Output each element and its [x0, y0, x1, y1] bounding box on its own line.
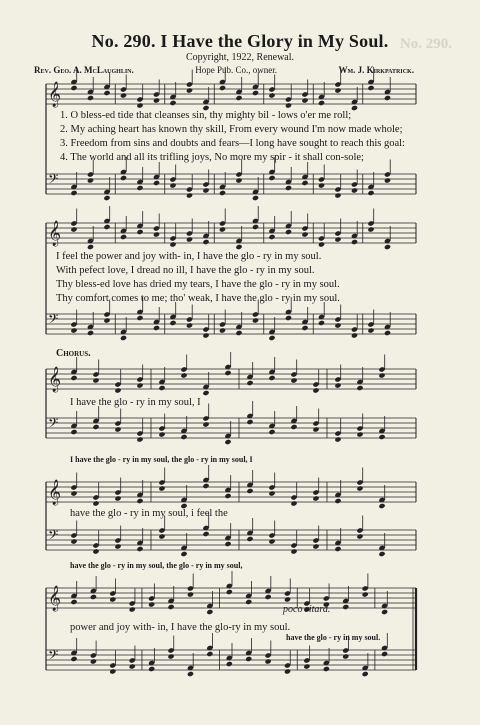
note-head	[206, 651, 213, 657]
note-head	[219, 226, 226, 232]
note-head	[114, 495, 121, 501]
note-head	[120, 175, 127, 181]
note-head	[334, 498, 341, 504]
note-head	[284, 668, 291, 674]
note-head	[378, 372, 385, 378]
note-head	[153, 325, 160, 331]
note-head	[356, 485, 363, 491]
note-head	[318, 100, 325, 106]
note-head	[301, 180, 308, 186]
note-head	[312, 387, 319, 393]
note-head	[224, 541, 231, 547]
note-head	[109, 668, 116, 674]
note-head	[90, 658, 97, 664]
note-head	[246, 380, 253, 386]
treble-clef-icon: 𝄞	[48, 480, 62, 505]
chorus-label: Chorus.	[56, 348, 91, 359]
note-head	[285, 185, 292, 191]
note-head	[235, 177, 242, 183]
note-head	[290, 424, 297, 430]
note-head	[70, 226, 77, 232]
note-head	[265, 658, 272, 664]
note-head	[186, 192, 193, 198]
note-head	[129, 606, 136, 612]
poco-ritard-direction: poco ritard.	[283, 604, 331, 615]
note-head	[92, 500, 99, 506]
treble-clef-icon: 𝄞	[48, 367, 62, 392]
note-head	[136, 382, 143, 388]
treble-clef-icon: 𝄞	[48, 221, 62, 246]
chorus-line-3-bass: have the glo - ry in my soul.	[286, 633, 381, 642]
note-head	[70, 429, 77, 435]
note-head	[153, 180, 160, 186]
note-head	[235, 244, 242, 250]
chorus-line-2-treble: have the glo - ry in my soul, i feel the	[70, 508, 228, 519]
note-head	[70, 85, 77, 91]
note-head	[180, 372, 187, 378]
note-head	[284, 596, 291, 602]
note-head	[367, 190, 374, 196]
note-head	[268, 234, 275, 240]
note-head	[285, 315, 292, 321]
note-head	[303, 663, 310, 669]
note-head	[301, 97, 308, 103]
note-head	[202, 187, 209, 193]
note-head	[226, 661, 233, 667]
note-head	[219, 327, 226, 333]
note-head	[334, 382, 341, 388]
note-head	[103, 317, 110, 323]
note-head	[252, 195, 259, 201]
note-head	[334, 322, 341, 328]
note-head	[334, 192, 341, 198]
note-head	[87, 95, 94, 101]
note-head	[351, 332, 358, 338]
note-head	[186, 322, 193, 328]
note-head	[351, 187, 358, 193]
note-head	[235, 95, 242, 101]
note-head	[224, 439, 231, 445]
lyricist: Rev. Geo. A. McLaughlin.	[34, 65, 134, 75]
note-head	[202, 483, 209, 489]
note-head	[180, 434, 187, 440]
note-head	[323, 666, 330, 672]
verse-3-line-1: 3. Freedom from sins and doubts and fears—I long have sought to reach this goal:	[60, 138, 405, 149]
note-head	[153, 97, 160, 103]
note-head	[148, 601, 155, 607]
note-head	[384, 330, 391, 336]
note-head	[381, 609, 388, 615]
publisher: Hope Pub. Co., owner.	[195, 65, 277, 75]
note-head	[268, 175, 275, 181]
note-head	[381, 651, 388, 657]
note-head	[136, 229, 143, 235]
note-head	[158, 385, 165, 391]
note-head	[129, 663, 136, 669]
note-head	[312, 426, 319, 432]
note-head	[246, 419, 253, 425]
note-head	[187, 671, 194, 677]
chorus-line-3-treble: power and joy with- in, I have the glo-ry in my soul.	[70, 622, 291, 633]
note-head	[362, 671, 369, 677]
note-head	[169, 320, 176, 326]
note-head	[153, 231, 160, 237]
note-head	[87, 330, 94, 336]
note-head	[384, 177, 391, 183]
note-head	[70, 599, 77, 605]
note-head	[202, 421, 209, 427]
verse-4-line-1: 4. The world and all its trifling joys, No more my spir - it shall con-sole;	[60, 152, 364, 163]
bass-clef-icon: 𝄢	[48, 415, 59, 434]
note-head	[167, 653, 174, 659]
note-head	[70, 656, 77, 662]
note-head	[265, 594, 272, 600]
note-head	[158, 533, 165, 539]
note-head	[318, 241, 325, 247]
note-head	[384, 95, 391, 101]
verse-2-line-2: With pefect love, I dread no ill, I have the glo - ry in my soul.	[56, 265, 315, 276]
note-head	[180, 551, 187, 557]
note-head	[268, 538, 275, 544]
note-head	[136, 498, 143, 504]
note-head	[318, 182, 325, 188]
note-head	[202, 239, 209, 245]
note-head	[92, 424, 99, 430]
note-head	[356, 431, 363, 437]
note-head	[268, 429, 275, 435]
note-head	[202, 531, 209, 537]
note-head	[202, 390, 209, 396]
chorus-line-1-treble: I have the glo - ry in my soul, I	[70, 397, 201, 408]
note-head	[334, 87, 341, 93]
note-head	[285, 229, 292, 235]
note-head	[378, 434, 385, 440]
note-head	[120, 92, 127, 98]
note-head	[378, 503, 385, 509]
note-head	[285, 102, 292, 108]
chorus-line-2-bass: have the glo - ry in my soul, the glo - ry in my soul,	[70, 561, 243, 570]
copyright-line: Copyright, 1922, Renewal.	[185, 52, 295, 63]
note-head	[224, 493, 231, 499]
note-head	[351, 105, 358, 111]
note-head	[87, 177, 94, 183]
note-head	[70, 538, 77, 544]
note-head	[367, 226, 374, 232]
composer: Wm. J. Kirkpatrick.	[338, 65, 414, 75]
note-head	[334, 546, 341, 552]
note-head	[226, 589, 233, 595]
note-head	[136, 315, 143, 321]
note-head	[252, 224, 259, 230]
note-head	[87, 244, 94, 250]
note-head	[268, 92, 275, 98]
note-head	[136, 546, 143, 552]
note-head	[169, 241, 176, 247]
note-head	[378, 551, 385, 557]
note-head	[384, 244, 391, 250]
note-head	[235, 330, 242, 336]
note-head	[290, 548, 297, 554]
bass-clef-icon: 𝄢	[48, 527, 59, 546]
note-head	[169, 100, 176, 106]
bass-clef-icon: 𝄢	[48, 311, 59, 330]
note-head	[114, 387, 121, 393]
note-head	[356, 533, 363, 539]
note-head	[120, 335, 127, 341]
note-head	[224, 370, 231, 376]
note-head	[246, 536, 253, 542]
note-head	[351, 239, 358, 245]
note-head	[246, 488, 253, 494]
hymn-title: No. 290. I Have the Glory in My Soul.	[91, 31, 389, 51]
note-head	[186, 87, 193, 93]
treble-clef-icon: 𝄞	[48, 586, 62, 611]
note-head	[70, 190, 77, 196]
note-head	[103, 195, 110, 201]
note-head	[70, 327, 77, 333]
note-head	[167, 604, 174, 610]
note-head	[367, 327, 374, 333]
verse-4-line-2: Thy comfort comes to me; tho' weak, I have the glo - ry in my soul.	[56, 293, 340, 304]
note-head	[245, 599, 252, 605]
note-head	[318, 320, 325, 326]
note-head	[342, 604, 349, 610]
note-head	[90, 594, 97, 600]
note-head	[334, 436, 341, 442]
note-head	[158, 431, 165, 437]
verse-1-line-2: I feel the power and joy with- in, I have the glo - ry in my soul.	[56, 251, 322, 262]
note-head	[219, 85, 226, 91]
note-head	[169, 182, 176, 188]
note-head	[187, 591, 194, 597]
note-head	[114, 426, 121, 432]
note-head	[103, 90, 110, 96]
note-head	[334, 236, 341, 242]
note-head	[202, 332, 209, 338]
note-head	[186, 236, 193, 242]
bass-clef-icon: 𝄢	[48, 647, 59, 666]
note-head	[367, 85, 374, 91]
note-head	[356, 385, 363, 391]
note-head	[136, 436, 143, 442]
note-head	[120, 234, 127, 240]
chorus-line-1-bass: I have the glo - ry in my soul, the glo - ry in my soul, I	[70, 455, 253, 464]
note-head	[362, 591, 369, 597]
note-head	[114, 543, 121, 549]
verse-1-line-1: 1. O bless-ed tide that cleanses sin, thy mighty bil - lows o'er me roll;	[60, 110, 352, 121]
note-head	[70, 375, 77, 381]
note-head	[219, 190, 226, 196]
note-head	[290, 500, 297, 506]
note-head	[252, 317, 259, 323]
note-head	[301, 325, 308, 331]
note-head	[136, 102, 143, 108]
note-head	[301, 231, 308, 237]
note-head	[268, 335, 275, 341]
note-head	[342, 653, 349, 659]
verse-2-line-1: 2. My aching heart has known thy skill, From every wound I'm now made whole;	[60, 124, 403, 135]
note-head	[136, 185, 143, 191]
note-head	[158, 485, 165, 491]
note-head	[290, 377, 297, 383]
note-head	[148, 666, 155, 672]
note-head	[312, 495, 319, 501]
note-head	[92, 377, 99, 383]
bleed-through-number: No. 290.	[399, 36, 452, 52]
note-head	[70, 490, 77, 496]
verse-3-line-2: Thy bless-ed love has dried my tears, I have the glo - ry in my soul.	[56, 279, 340, 290]
note-head	[312, 543, 319, 549]
note-head	[245, 656, 252, 662]
note-head	[268, 375, 275, 381]
treble-clef-icon: 𝄞	[48, 82, 62, 107]
note-head	[252, 90, 259, 96]
note-head	[103, 224, 110, 230]
bass-clef-icon: 𝄢	[48, 171, 59, 190]
note-head	[206, 609, 213, 615]
note-head	[268, 490, 275, 496]
note-head	[109, 596, 116, 602]
note-head	[92, 548, 99, 554]
